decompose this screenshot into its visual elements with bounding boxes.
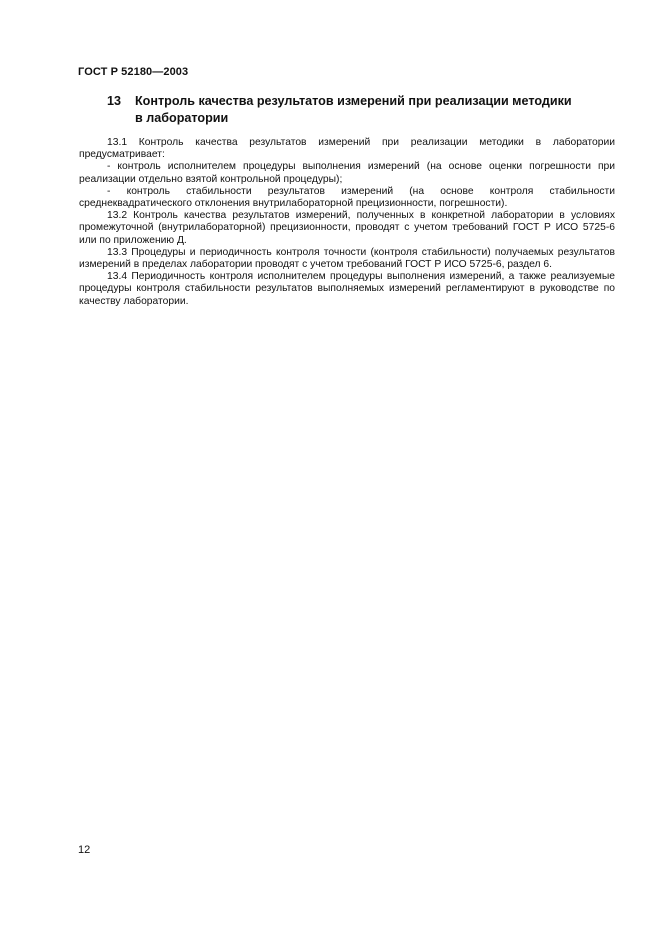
paragraph-13-4: 13.4 Периодичность контроля исполнителем процедуры выполнения измерений, а также реализуемые процедуры контроля стабильности результатов выполняемых измерений регламентируют в руководстве по качеству лаборатории. bbox=[79, 271, 615, 307]
list-item-procedure-control: - контроль исполнителем процедуры выполнения измерений (на основе оценки погрешности при реализации отдельно взятой контрольной процедуры); bbox=[79, 161, 615, 185]
section-title-line2: в лаборатории bbox=[135, 111, 229, 125]
document-header: ГОСТ Р 52180—2003 bbox=[78, 66, 189, 78]
section-number: 13 bbox=[107, 94, 122, 108]
section-title bbox=[107, 93, 607, 127]
paragraph-13-1: 13.1 Контроль качества результатов измерений при реализации методики в лаборатории предусматривает: bbox=[79, 137, 615, 161]
section-body bbox=[79, 137, 615, 308]
paragraph-13-2: 13.2 Контроль качества результатов измерений, полученных в конкретной лаборатории в условиях промежуточной (внутрилабораторной) прецизионности, проводят с учетом требований ГОСТ Р ИСО 5725-6 или по приложению Д. bbox=[79, 210, 615, 246]
list-item-stability-control: - контроль стабильности результатов измерений (на основе контроля стабильности среднеквадратического отклонения внутрилабораторной прецизионности, погрешности). bbox=[79, 185, 615, 210]
section-title-text: Контроль качества результатов измерений при реализации методики bbox=[135, 94, 572, 108]
section-title-line1 bbox=[107, 93, 607, 110]
page-number: 12 bbox=[78, 844, 91, 856]
paragraph-13-3: 13.3 Процедуры и периодичность контроля точности (контроля стабильности) получаемых результатов измерений в пределах лаборатории проводят с учетом требований ГОСТ Р ИСО 5725-6, раздел 6. bbox=[79, 246, 615, 271]
